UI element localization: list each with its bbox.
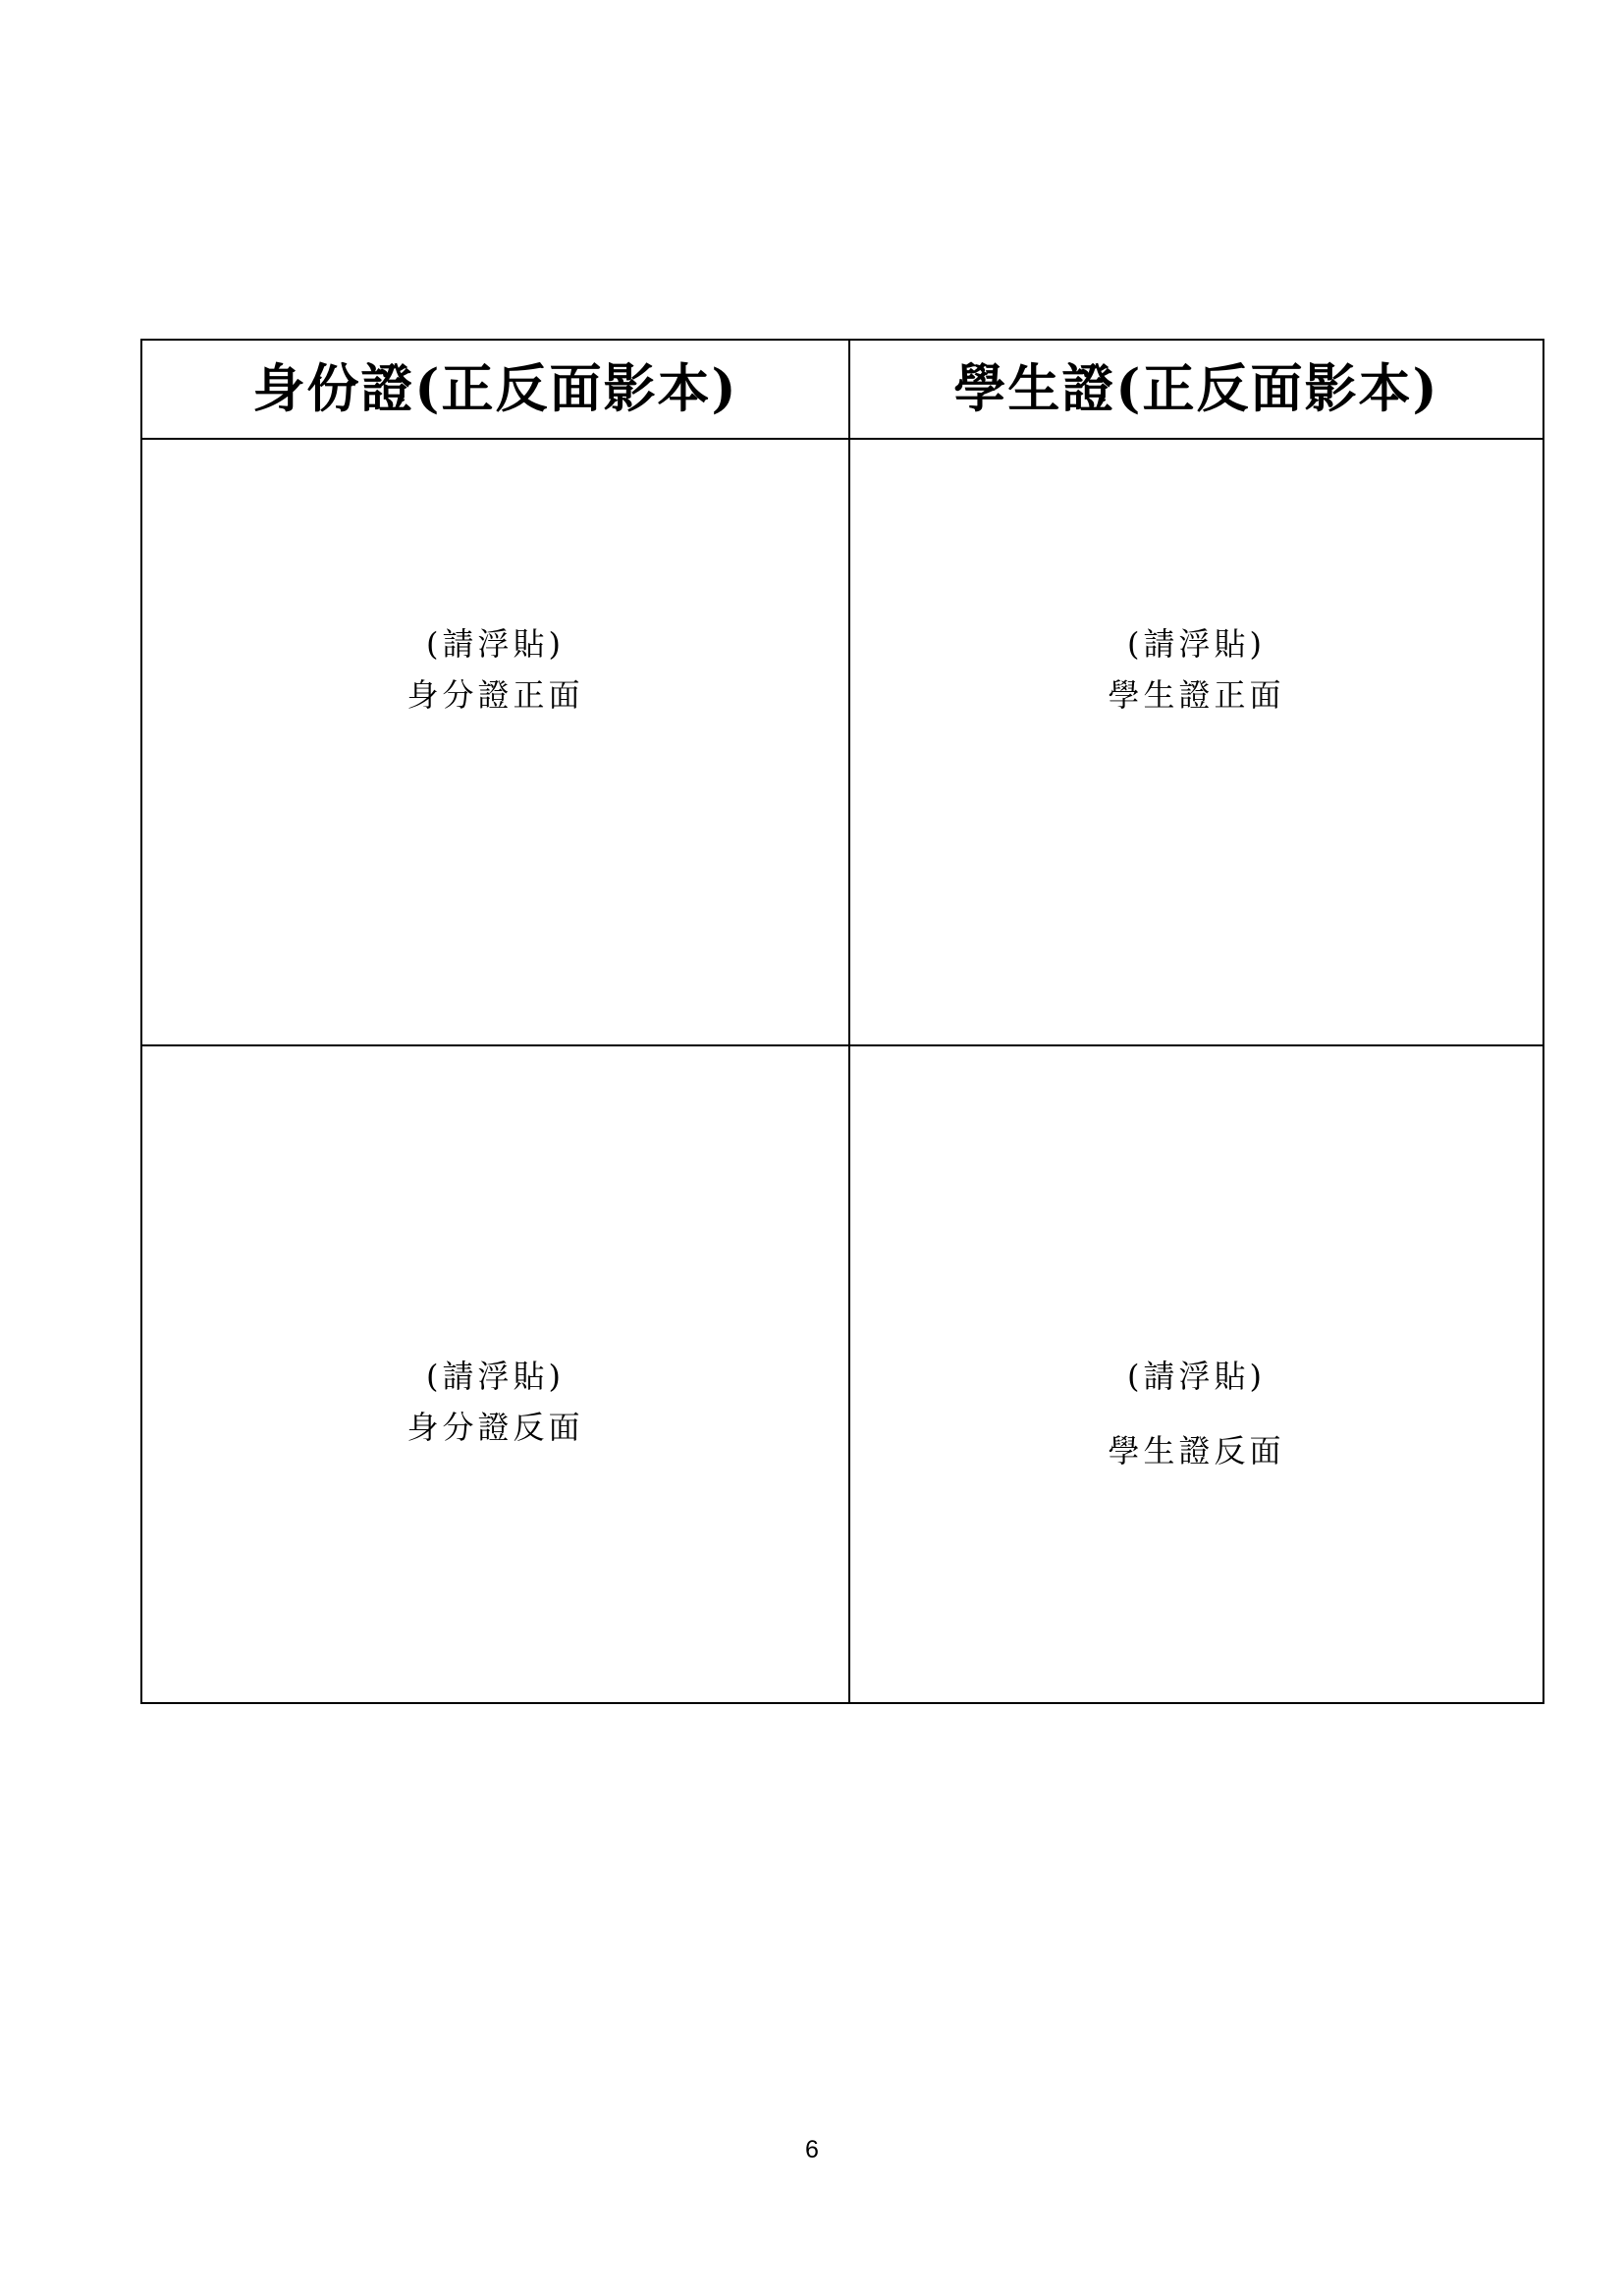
paste-area-student-card-back: [849, 1045, 1543, 1703]
id-copy-paste-table: [140, 339, 1544, 1704]
header-id-card: 身份證(正反面影本): [141, 340, 849, 439]
page-number: 6: [805, 2136, 819, 2163]
header-student-card: 學生證(正反面影本): [849, 340, 1543, 439]
paste-note: (請浮貼): [1127, 1358, 1266, 1395]
paste-label: 身分證正面: [406, 676, 584, 714]
paste-label: 身分證反面: [406, 1409, 584, 1446]
front-side-row: [141, 439, 1543, 1045]
paste-area-id-card-back: [141, 1045, 849, 1703]
paste-note: (請浮貼): [1127, 625, 1266, 663]
paste-note: (請浮貼): [426, 625, 565, 663]
paste-area-student-card-front: [849, 439, 1543, 1045]
paste-area-id-card-front: [141, 439, 849, 1045]
back-side-row: [141, 1045, 1543, 1703]
header-row: [141, 340, 1543, 439]
paste-label: 學生證反面: [1108, 1432, 1285, 1469]
paste-note: (請浮貼): [426, 1358, 565, 1395]
paste-label: 學生證正面: [1108, 676, 1285, 714]
